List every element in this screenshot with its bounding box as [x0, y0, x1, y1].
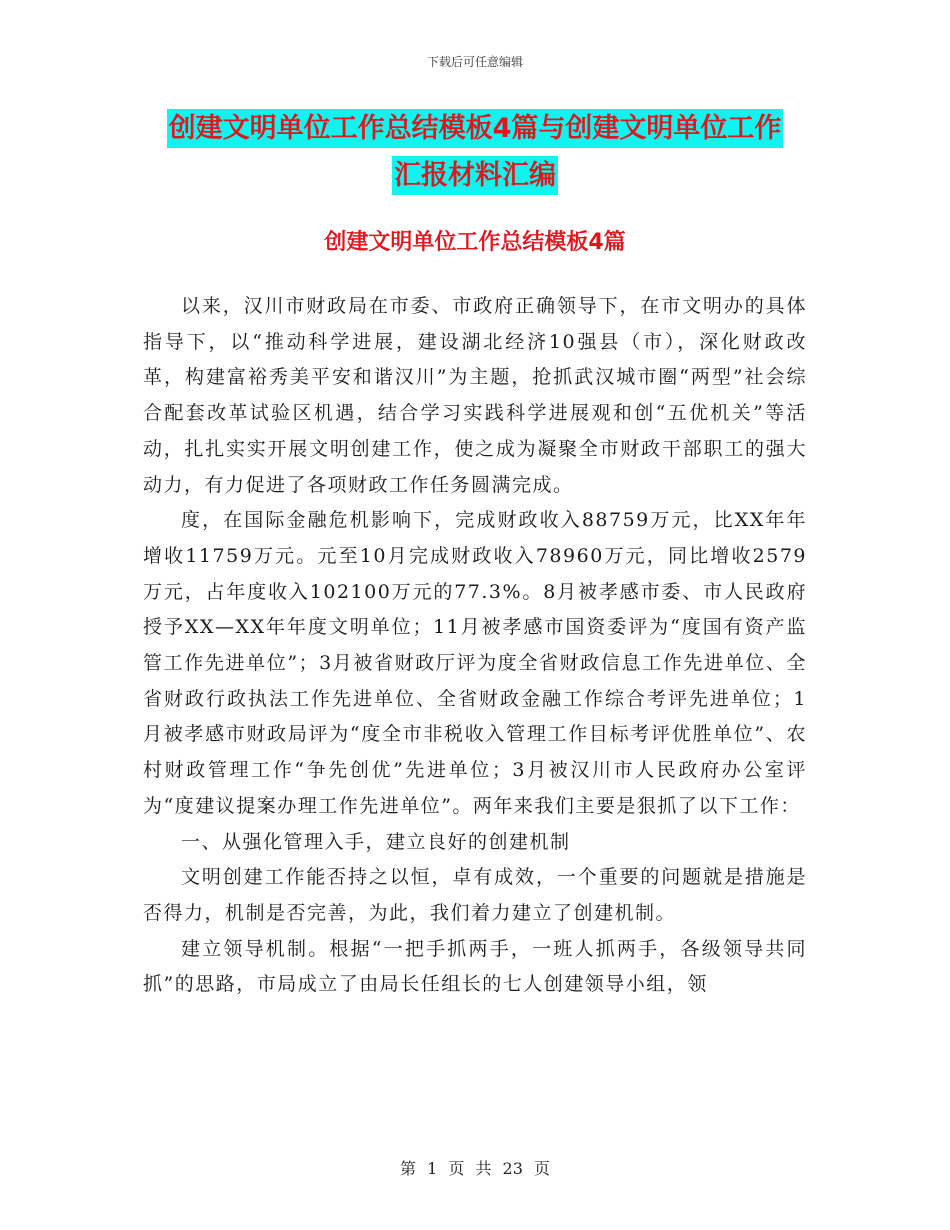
- document-body: [143, 289, 807, 1003]
- page-header-note: 下载后可任意编辑: [426, 55, 523, 69]
- document-title-line-1: [0, 115, 950, 142]
- paragraph: 以来，汉川市财政局在市委、市政府正确领导下，在市文明办的具体指导下，以“推动科学进展，建设湖北经济10强县（市），深化财政改革，构建富裕秀美平安和谐汉川”为主题，抢抓武汉城市圈“两型”社会综合配套改革试验区机遇，结合学习实践科学进展观和创“五优机关”等活动，扎扎实实开展文明创建工作，使之成为凝聚全市财政干部职工的强大动力，有力促进了各项财政工作任务圆满完成。: [143, 295, 807, 496]
- paragraph: 度，在国际金融危机影响下，完成财政收入88759万元，比XX年年增收11759万元。元至10月完成财政收入78960万元，同比增收2579万元，占年度收入102100万元的77.3%。8月被孝感市委、市人民政府授予XX—XX年年度文明单位；11月被孝感市国资委评为“度国有资产监管工作先进单位”；3月被省财政厅评为度全省财政信息工作先进单位、全省财政行政执法工作先进单位、全省财政金融工作综合考评先进单位；1月被孝感市财政局评为“度全市非税收入管理工作目标考评优胜单位”、农村财政管理工作“争先创优”先进单位；3月被汉川市人民政府办公室评为“度建议提案办理工作先进单位”。两年来我们主要是狠抓了以下工作：: [143, 509, 807, 817]
- paragraph-heading: 一、从强化管理入手，建立良好的创建机制: [181, 830, 571, 853]
- document-title-text-2: 汇报材料汇编: [392, 156, 558, 195]
- document-title-line-2: [0, 162, 950, 189]
- paragraph: 文明创建工作能否持之以恒，卓有成效，一个重要的问题就是措施是否得力，机制是否完善，为此，我们着力建立了创建机制。: [143, 866, 807, 924]
- section-title: 创建文明单位工作总结模板4篇: [324, 230, 626, 255]
- page-number-footer: 第 1 页 共 23 页: [400, 1159, 550, 1178]
- paragraph: 建立领导机制。根据“一把手抓两手，一班人抓两手，各级领导共同抓”的思路，市局成立了由局长任组长的七人创建领导小组，领: [143, 937, 807, 996]
- document-title-text-1: 创建文明单位工作总结模板4篇与创建文明单位工作: [167, 109, 784, 148]
